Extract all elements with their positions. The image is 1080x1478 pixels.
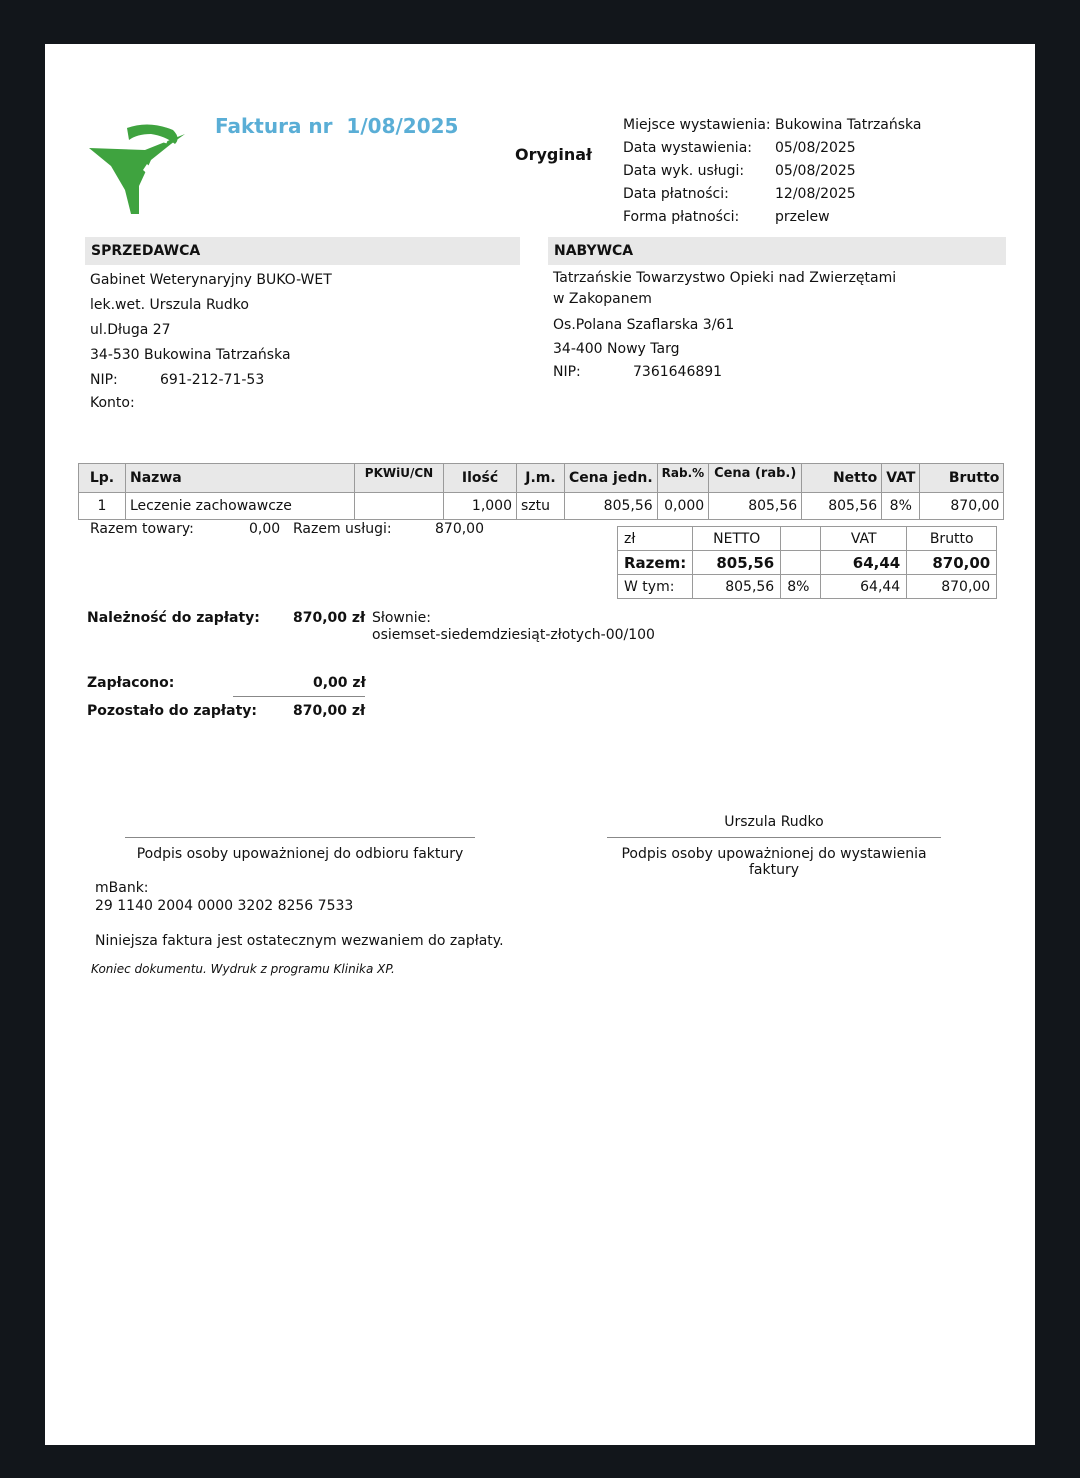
in-words-value: osiemset-siedemdziesiąt-złotych-00/100 xyxy=(372,627,655,643)
bank-account: 29 1140 2004 0000 3202 8256 7533 xyxy=(95,898,354,914)
meta-value: 12/08/2025 xyxy=(775,186,856,202)
bank-name: mBank: xyxy=(95,880,149,896)
issuer-caption-line2: faktury xyxy=(748,862,800,878)
cell-gross: 870,00 xyxy=(920,493,1004,520)
summary-total-net: 805,56 xyxy=(693,551,781,575)
paid-value: 0,00 zł xyxy=(313,675,366,691)
buyer-nip-row xyxy=(553,361,896,383)
col-net: Netto xyxy=(802,464,882,493)
table-row xyxy=(79,493,1004,520)
amount-due-value: 870,00 zł xyxy=(293,610,366,626)
summary-h-gross: Brutto xyxy=(907,527,997,551)
summary-incl-net: 805,56 xyxy=(693,575,781,599)
col-qty: Ilość xyxy=(444,464,517,493)
cell-unit-price: 805,56 xyxy=(565,493,658,520)
issuer-name: Urszula Rudko xyxy=(724,814,824,830)
summary-total-vat: 64,44 xyxy=(821,551,907,575)
copy-label: Oryginał xyxy=(515,145,592,164)
col-gross: Brutto xyxy=(920,464,1004,493)
buyer-street: Os.Polana Szaflarska 3/61 xyxy=(553,317,735,333)
meta-value: Bukowina Tatrzańska xyxy=(775,117,922,133)
seller-street: ul.Długa 27 xyxy=(90,322,171,338)
summary-total-row xyxy=(618,551,997,575)
seller-heading: SPRZEDAWCA xyxy=(85,237,520,265)
paid-label: Zapłacono: xyxy=(87,675,175,691)
cell-price-disc: 805,56 xyxy=(709,493,802,520)
summary-h-net: NETTO xyxy=(693,527,781,551)
buyer-city: 34-400 Nowy Targ xyxy=(553,341,680,357)
meta-label: Data wyk. usługi: xyxy=(623,163,745,179)
buyer-nip: 7361646891 xyxy=(633,364,723,380)
col-vat: VAT xyxy=(882,464,920,493)
col-name: Nazwa xyxy=(126,464,355,493)
services-total-label: Razem usługi: xyxy=(293,521,392,537)
summary-incl-label: W tym: xyxy=(618,575,693,599)
buyer-heading: NABYWCA xyxy=(548,237,1006,265)
meta-value: 05/08/2025 xyxy=(775,163,856,179)
buyer-block xyxy=(553,268,896,383)
cell-discount: 0,000 xyxy=(657,493,709,520)
issuer-signature-line xyxy=(607,837,941,838)
cell-unit: sztu xyxy=(517,493,565,520)
seller-name: Gabinet Weterynaryjny BUKO-WET xyxy=(90,272,332,288)
buyer-name-line2: w Zakopanem xyxy=(553,291,652,307)
meta-label: Data płatności: xyxy=(623,186,729,202)
invoice-title: Faktura nr 1/08/2025 xyxy=(215,114,459,138)
amount-due-label: Należność do zapłaty: xyxy=(87,610,260,626)
vat-summary-table xyxy=(617,526,997,599)
seller-nip-label: NIP: xyxy=(90,372,118,388)
goods-total-label: Razem towary: xyxy=(90,521,194,537)
col-discount: Rab.% xyxy=(657,464,709,493)
meta-label: Forma płatności: xyxy=(623,209,740,225)
cell-name: Leczenie zachowawcze xyxy=(126,493,355,520)
meta-label: Data wystawienia: xyxy=(623,140,752,156)
summary-total-gross: 870,00 xyxy=(907,551,997,575)
col-lp: Lp. xyxy=(79,464,126,493)
seller-nip: 691-212-71-53 xyxy=(160,372,265,388)
buyer-name-line1: Tatrzańskie Towarzystwo Opieki nad Zwierzętami xyxy=(553,270,897,286)
summary-incl-vat: 64,44 xyxy=(821,575,907,599)
meta-label: Miejsce wystawienia: xyxy=(623,117,771,133)
seller-nip-row xyxy=(90,368,332,393)
col-pkwiu: PKWiU/CN xyxy=(355,464,444,493)
summary-header-row xyxy=(618,527,997,551)
summary-h-rate xyxy=(781,527,821,551)
col-unit: J.m. xyxy=(517,464,565,493)
cell-lp: 1 xyxy=(79,493,126,520)
seller-city: 34-530 Bukowina Tatrzańska xyxy=(90,347,291,363)
buyer-nip-label: NIP: xyxy=(553,364,581,380)
seller-account-label: Konto: xyxy=(90,395,135,411)
cell-qty: 1,000 xyxy=(444,493,517,520)
in-words-label: Słownie: xyxy=(372,610,431,626)
issuer-signature-caption xyxy=(607,846,941,878)
col-unit-price: Cena jedn. xyxy=(565,464,658,493)
summary-incl-gross: 870,00 xyxy=(907,575,997,599)
receiver-signature-line xyxy=(125,837,475,838)
payment-notice: Niniejsza faktura jest ostatecznym wezwaniem do zapłaty. xyxy=(95,933,504,949)
items-table xyxy=(78,463,1004,520)
summary-total-label: Razem: xyxy=(618,551,693,575)
end-note: Koniec dokumentu. Wydruk z programu Klinika XP. xyxy=(91,962,395,976)
receiver-signature-caption: Podpis osoby upoważnionej do odbioru faktury xyxy=(136,846,464,862)
items-header-row xyxy=(79,464,1004,493)
summary-incl-row xyxy=(618,575,997,599)
services-total-value: 870,00 xyxy=(435,521,484,537)
summary-currency: zł xyxy=(618,527,693,551)
cell-vat: 8% xyxy=(882,493,920,520)
summary-total-rate xyxy=(781,551,821,575)
paid-divider xyxy=(233,696,365,697)
meta-value: 05/08/2025 xyxy=(775,140,856,156)
summary-incl-rate: 8% xyxy=(781,575,821,599)
goods-total-value: 0,00 xyxy=(249,521,281,537)
remaining-value: 870,00 zł xyxy=(293,703,366,719)
invoice-meta xyxy=(623,114,922,229)
seller-person: lek.wet. Urszula Rudko xyxy=(90,297,249,313)
meta-value: przelew xyxy=(775,209,830,225)
summary-h-vat: VAT xyxy=(821,527,907,551)
clinic-logo-icon xyxy=(87,120,191,216)
col-price-disc: Cena (rab.) xyxy=(709,464,802,493)
remaining-label: Pozostało do zapłaty: xyxy=(87,703,257,719)
cell-pkwiu xyxy=(355,493,444,520)
issuer-caption-line1: Podpis osoby upoważnionej do wystawienia xyxy=(621,846,927,862)
invoice-page xyxy=(45,44,1035,1445)
seller-block xyxy=(90,268,332,413)
cell-net: 805,56 xyxy=(802,493,882,520)
